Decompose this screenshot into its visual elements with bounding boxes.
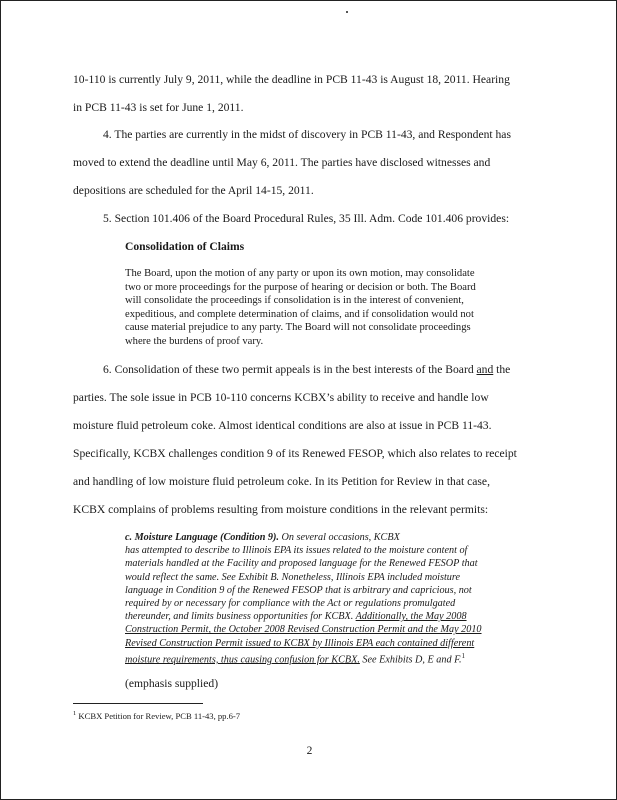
paragraph-6-line-3: moisture fluid petroleum coke. Almost identical conditions are also at issue in PCB 11-43. xyxy=(73,419,492,432)
paragraph-3-line-1: 10-110 is currently July 9, 2011, while the deadline in PCB 11-43 is August 18, 2011. Hearing xyxy=(73,73,510,86)
paragraph-6-line-1 xyxy=(103,363,510,377)
rule-quote-block xyxy=(125,267,530,349)
petition-quote-block xyxy=(125,531,545,666)
petition-quote-line: language in Condition 9 of the Renewed FESOP that is arbitrary and capricious, not xyxy=(125,584,472,596)
page-number: 2 xyxy=(306,745,313,757)
paragraph-4-line-2: moved to extend the deadline until May 6, 2011. The parties have disclosed witnesses and xyxy=(73,156,491,169)
petition-quote-line xyxy=(125,610,545,623)
rule-quote-line: The Board, upon the motion of any party or upon its own motion, may consolidate xyxy=(125,268,475,279)
rule-quote-line: two or more proceedings for the purpose of hearing or decision or both. The Board xyxy=(125,281,476,293)
petition-quote-line: Construction Permit, the October 2008 Revised Construction Permit and the May 2010 xyxy=(125,624,482,636)
paragraph-5-line-1: 5. Section 101.406 of the Board Procedural Rules, 35 Ill. Adm. Code 101.406 provides: xyxy=(103,212,510,225)
underlined-text: Additionally, the May 2008 xyxy=(355,611,467,623)
rule-quote-line: cause material prejudice to any party. The Board will not consolidate proceedings xyxy=(125,322,471,334)
petition-quote-line: required by or necessary for compliance with the Act or regulations promulgated xyxy=(125,598,456,610)
paragraph-4-line-1: 4. The parties are currently in the midst of discovery in PCB 11-43, and Respondent has xyxy=(103,128,511,141)
footnote-mark: 1 xyxy=(73,710,77,717)
underlined-and: and xyxy=(476,363,494,376)
petition-quote-line: would reflect the same. See Exhibit B. Nonetheless, Illinois EPA included moisture xyxy=(125,571,460,583)
rule-heading: Consolidation of Claims xyxy=(125,240,245,253)
rule-quote-line: expeditious, and complete determination of claims, and if consolidation would not xyxy=(125,308,474,320)
paragraph-6-line-2: parties. The sole issue in PCB 10-110 concerns KCBX’s ability to receive and handle low xyxy=(73,391,489,404)
footnote xyxy=(73,708,240,722)
paragraph-6-line-6: KCBX complains of problems resulting from moisture conditions in the relevant permits: xyxy=(73,503,489,516)
paragraph-4-line-3: depositions are scheduled for the April 14-15, 2011. xyxy=(73,184,314,197)
rule-quote-line: will consolidate the proceedings if consolidation is in the interest of convenient, xyxy=(125,295,464,307)
footnote-text: KCBX Petition for Review, PCB 11-43, pp.6-7 xyxy=(76,710,241,721)
petition-quote-line: has attempted to describe to Illinois EPA its issues related to the moisture content of xyxy=(125,545,468,557)
petition-quote-line: Revised Construction Permit issued to KCBX by Illinois EPA each contained different xyxy=(125,637,475,649)
scan-speck xyxy=(346,11,348,13)
paragraph-6-line-5: and handling of low moisture fluid petroleum coke. In its Petition for Review in that case, xyxy=(73,475,490,488)
rule-quote-line: where the burdens of proof vary. xyxy=(125,335,264,347)
petition-quote-text: thereunder, and limits business opportunities for KCBX. xyxy=(125,611,356,623)
petition-quote-line: materials handled at the Facility and proposed language for the Renewed FESOP that xyxy=(125,558,478,570)
paragraph-6-text: 6. Consolidation of these two permit appeals is in the best interests of the Board xyxy=(103,363,477,376)
emphasis-note: (emphasis supplied) xyxy=(125,677,219,690)
petition-quote-text: On several occasions, KCBX xyxy=(278,532,400,543)
paragraph-6-line-4: Specifically, KCBX challenges condition 9 of its Renewed FESOP, which also relates to receipt xyxy=(73,447,517,460)
condition-heading: c. Moisture Language (Condition 9). xyxy=(125,532,279,543)
paragraph-3-line-2: in PCB 11-43 is set for June 1, 2011. xyxy=(73,101,244,114)
petition-quote-line xyxy=(125,531,545,544)
underlined-text: moisture requirements, thus causing confusion for KCBX. xyxy=(125,654,360,666)
petition-quote-text: See Exhibits D, E and F. xyxy=(359,654,462,666)
petition-quote-line xyxy=(125,650,545,667)
footnote-divider xyxy=(73,703,203,704)
footnote-reference: 1 xyxy=(461,651,466,660)
paragraph-6-text-end: the xyxy=(493,363,511,376)
